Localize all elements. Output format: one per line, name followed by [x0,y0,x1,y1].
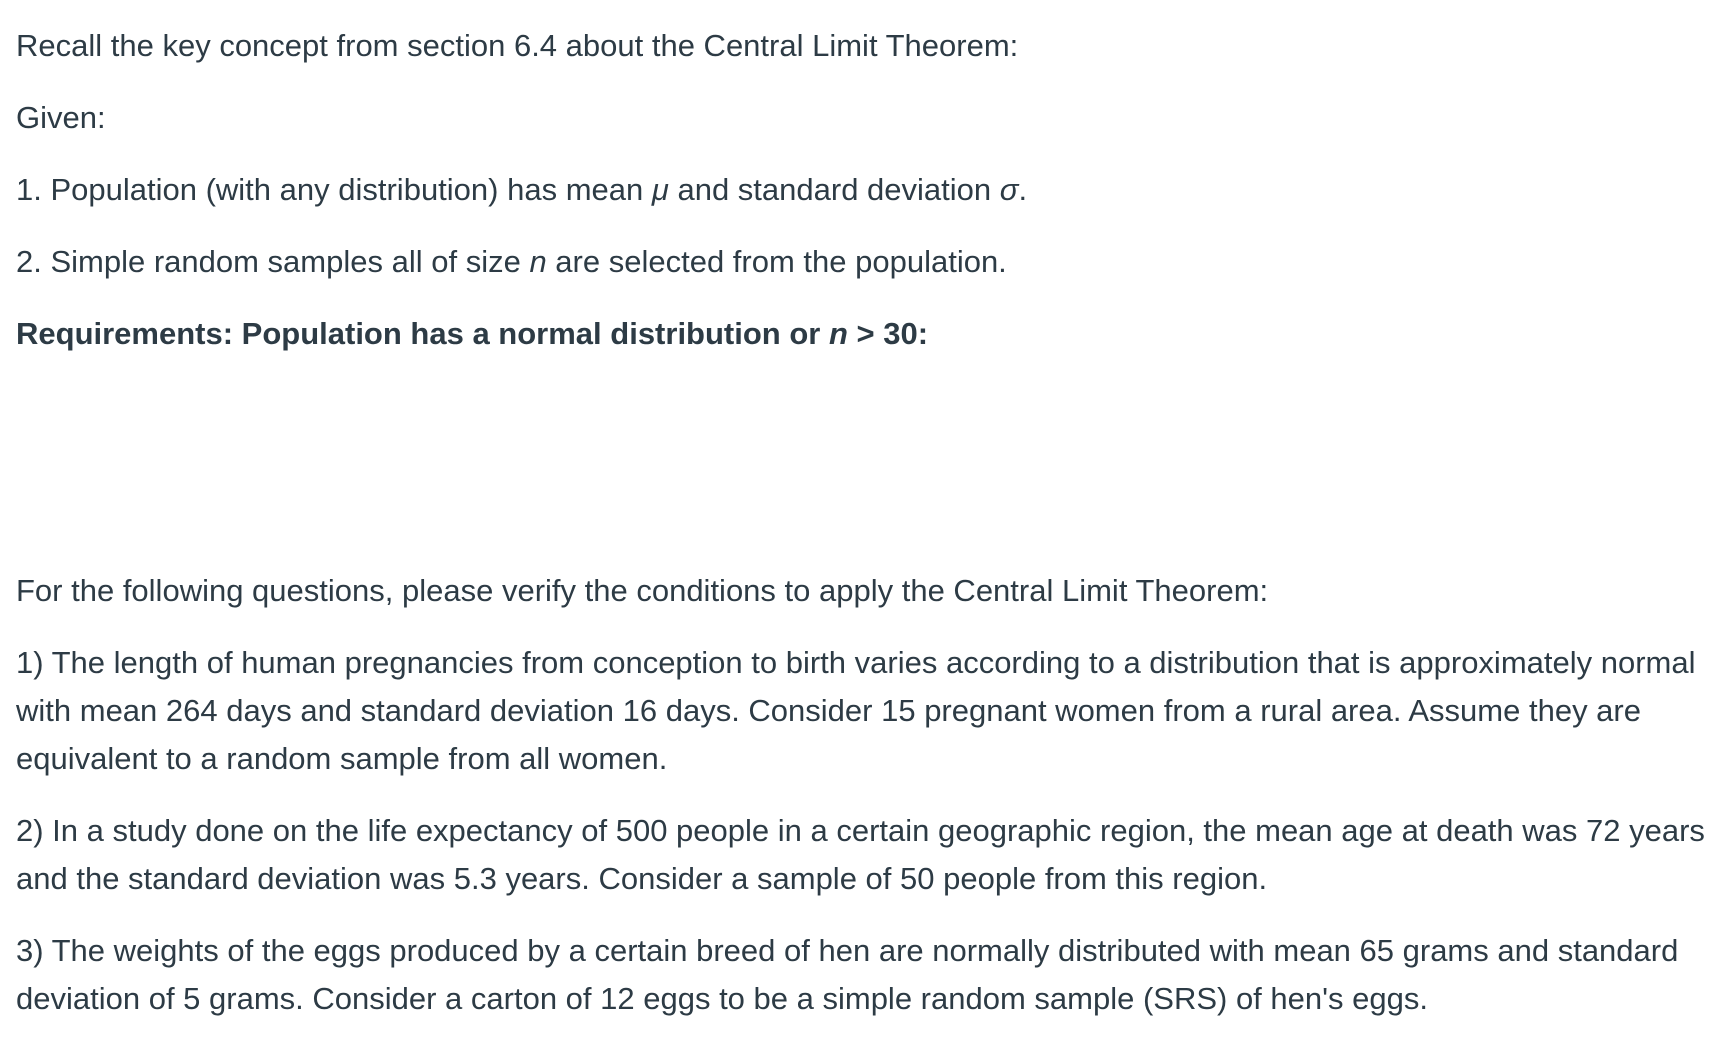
document-body [16,22,1706,1047]
given-item-1-text-end: . [1018,172,1028,207]
n-symbol: n [529,244,547,279]
mu-symbol: μ [651,172,669,207]
requirements-text-end: > 30: [847,316,929,351]
question-1: 1) The length of human pregnancies from conception to birth varies according to a distribution that is approximately normal with mean 264 days and standard deviation 16 days. Consider 15 pregnant women from a rural area. Assume they are equivalent to a random sample from all women. [16,645,1696,776]
instructions-paragraph: For the following questions, please verify the conditions to apply the Central Limit Theorem: [16,573,1269,608]
sigma-symbol: σ [999,172,1019,207]
given-item-1 [16,166,1706,214]
question-3: 3) The weights of the eggs produced by a certain breed of hen are normally distributed with mean 65 grams and standard deviation of 5 grams. Consider a carton of 12 eggs to be a simple random sample (SRS) of hen's eggs. [16,933,1679,1016]
given-heading: Given: [16,100,106,135]
given-item-2 [16,238,1706,286]
requirements-n-symbol: n [828,316,848,351]
recall-paragraph: Recall the key concept from section 6.4 about the Central Limit Theorem: [16,28,1019,63]
blank-space [16,382,1706,567]
requirements-paragraph [16,310,1706,358]
given-item-2-text-end: are selected from the population. [546,244,1007,279]
given-item-1-text: 1. Population (with any distribution) has mean [16,172,652,207]
given-item-1-text-mid: and standard deviation [668,172,1000,207]
question-2: 2) In a study done on the life expectancy of 500 people in a certain geographic region, the mean age at death was 72 years and the standard deviation was 5.3 years. Consider a sample of 50 people from this region. [16,813,1705,896]
given-item-2-text: 2. Simple random samples all of size [16,244,530,279]
requirements-text: Requirements: Population has a normal distribution or [16,316,829,351]
